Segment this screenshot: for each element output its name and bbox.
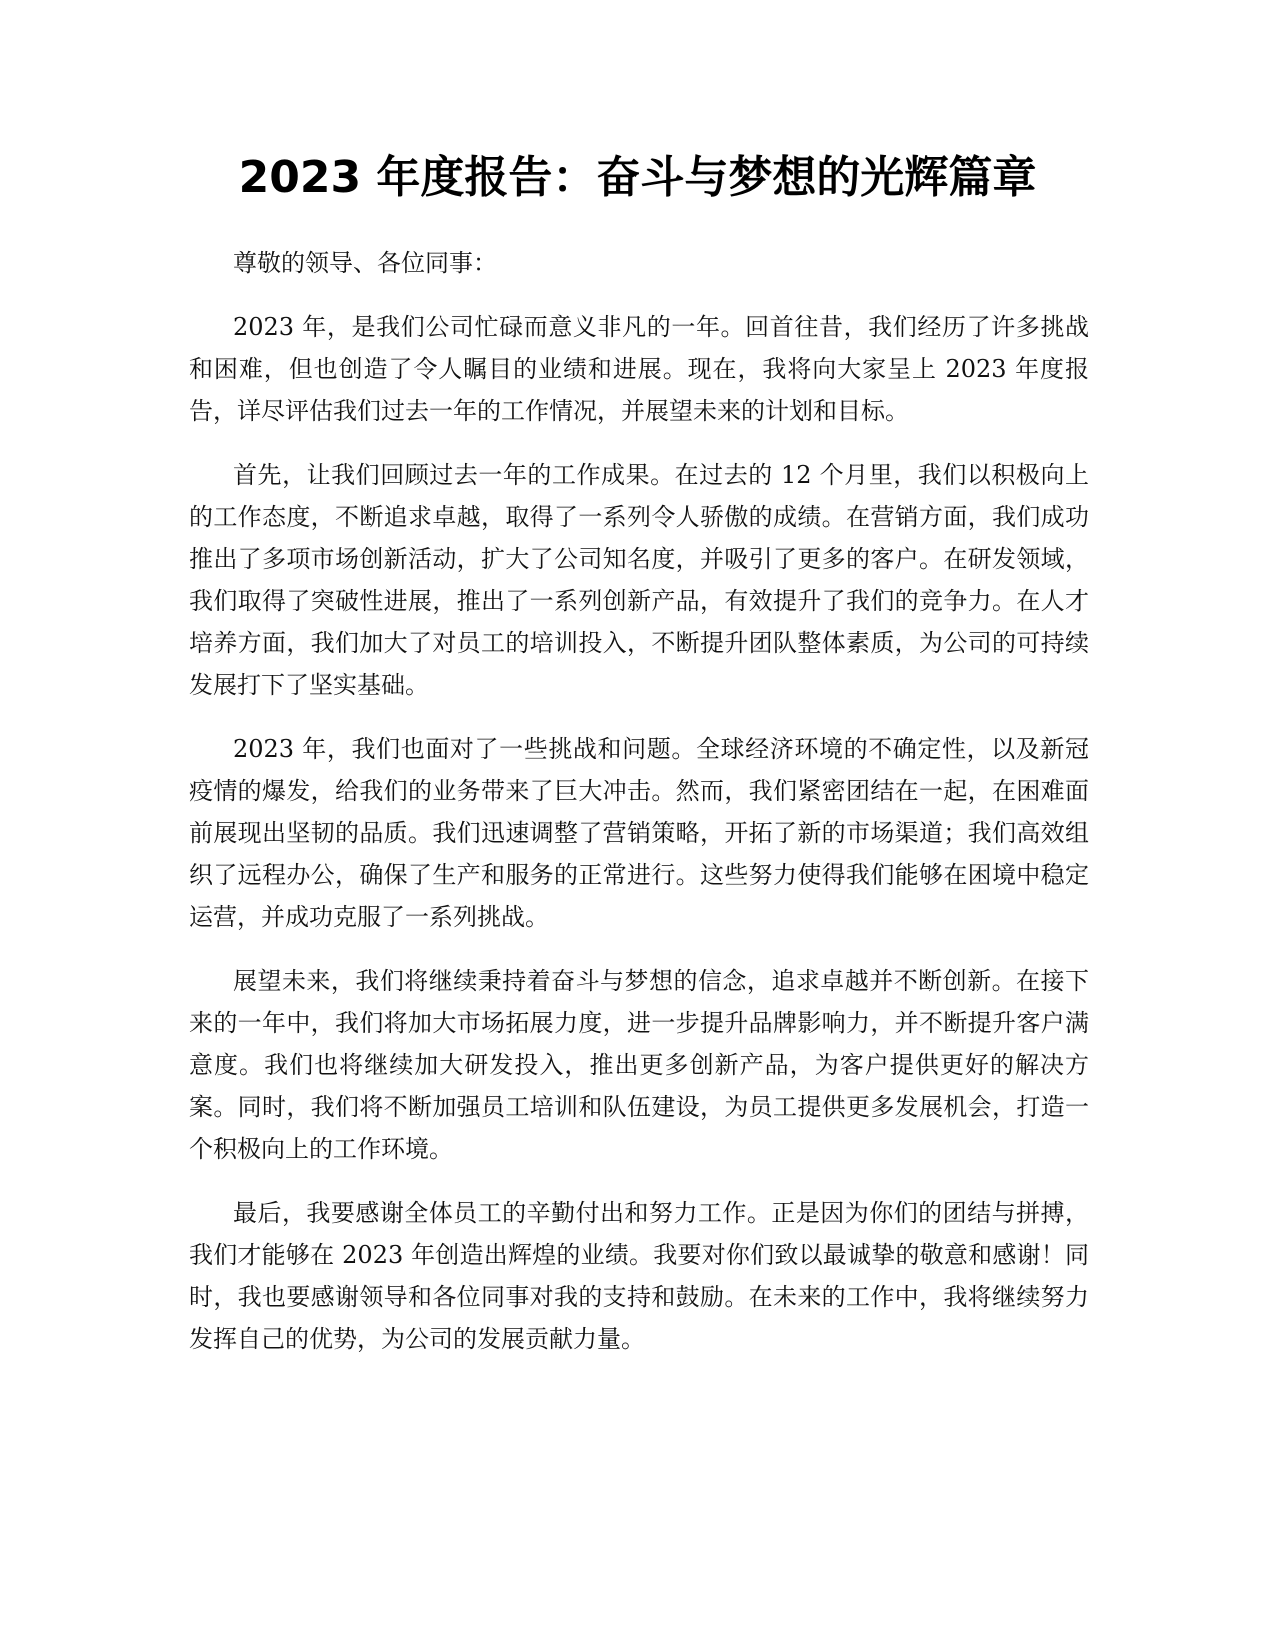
- paragraph-thanks: 最后，我要感谢全体员工的辛勤付出和努力工作。正是因为你们的团结与拼搏，我们才能够在 2023 年创造出辉煌的业绩。我要对你们致以最诚挚的敬意和感谢！同时，我也要感谢领导和各位同事对我的支持和鼓励。在未来的工作中，我将继续努力发挥自己的优势，为公司的发展贡献力量。: [189, 1199, 1089, 1353]
- document-body: [189, 242, 1089, 1382]
- document-title: 2023 年度报告：奋斗与梦想的光辉篇章: [238, 152, 1037, 203]
- paragraph-challenges: 2023 年，我们也面对了一些挑战和问题。全球经济环境的不确定性，以及新冠疫情的爆发，给我们的业务带来了巨大冲击。然而，我们紧密团结在一起，在困难面前展现出坚韧的品质。我们迅速调整了营销策略，开拓了新的市场渠道；我们高效组织了远程办公，确保了生产和服务的正常进行。这些努力使得我们能够在困境中稳定运营，并成功克服了一系列挑战。: [189, 735, 1089, 931]
- paragraph-intro: 2023 年，是我们公司忙碌而意义非凡的一年。回首往昔，我们经历了许多挑战和困难，但也创造了令人瞩目的业绩和进展。现在，我将向大家呈上 2023 年度报告，详尽评估我们过去一年的工作情况，并展望未来的计划和目标。: [189, 313, 1089, 425]
- paragraph-outlook: 展望未来，我们将继续秉持着奋斗与梦想的信念，追求卓越并不断创新。在接下来的一年中，我们将加大市场拓展力度，进一步提升品牌影响力，并不断提升客户满意度。我们也将继续加大研发投入，推出更多创新产品，为客户提供更好的解决方案。同时，我们将不断加强员工培训和队伍建设，为员工提供更多发展机会，打造一个积极向上的工作环境。: [189, 967, 1089, 1163]
- paragraph-achievements: 首先，让我们回顾过去一年的工作成果。在过去的 12 个月里，我们以积极向上的工作态度，不断追求卓越，取得了一系列令人骄傲的成绩。在营销方面，我们成功推出了多项市场创新活动，扩大了公司知名度，并吸引了更多的客户。在研发领域，我们取得了突破性进展，推出了一系列创新产品，有效提升了我们的竞争力。在人才培养方面，我们加大了对员工的培训投入，不断提升团队整体素质，为公司的可持续发展打下了坚实基础。: [189, 461, 1089, 699]
- salutation: 尊敬的领导、各位同事：: [233, 249, 497, 277]
